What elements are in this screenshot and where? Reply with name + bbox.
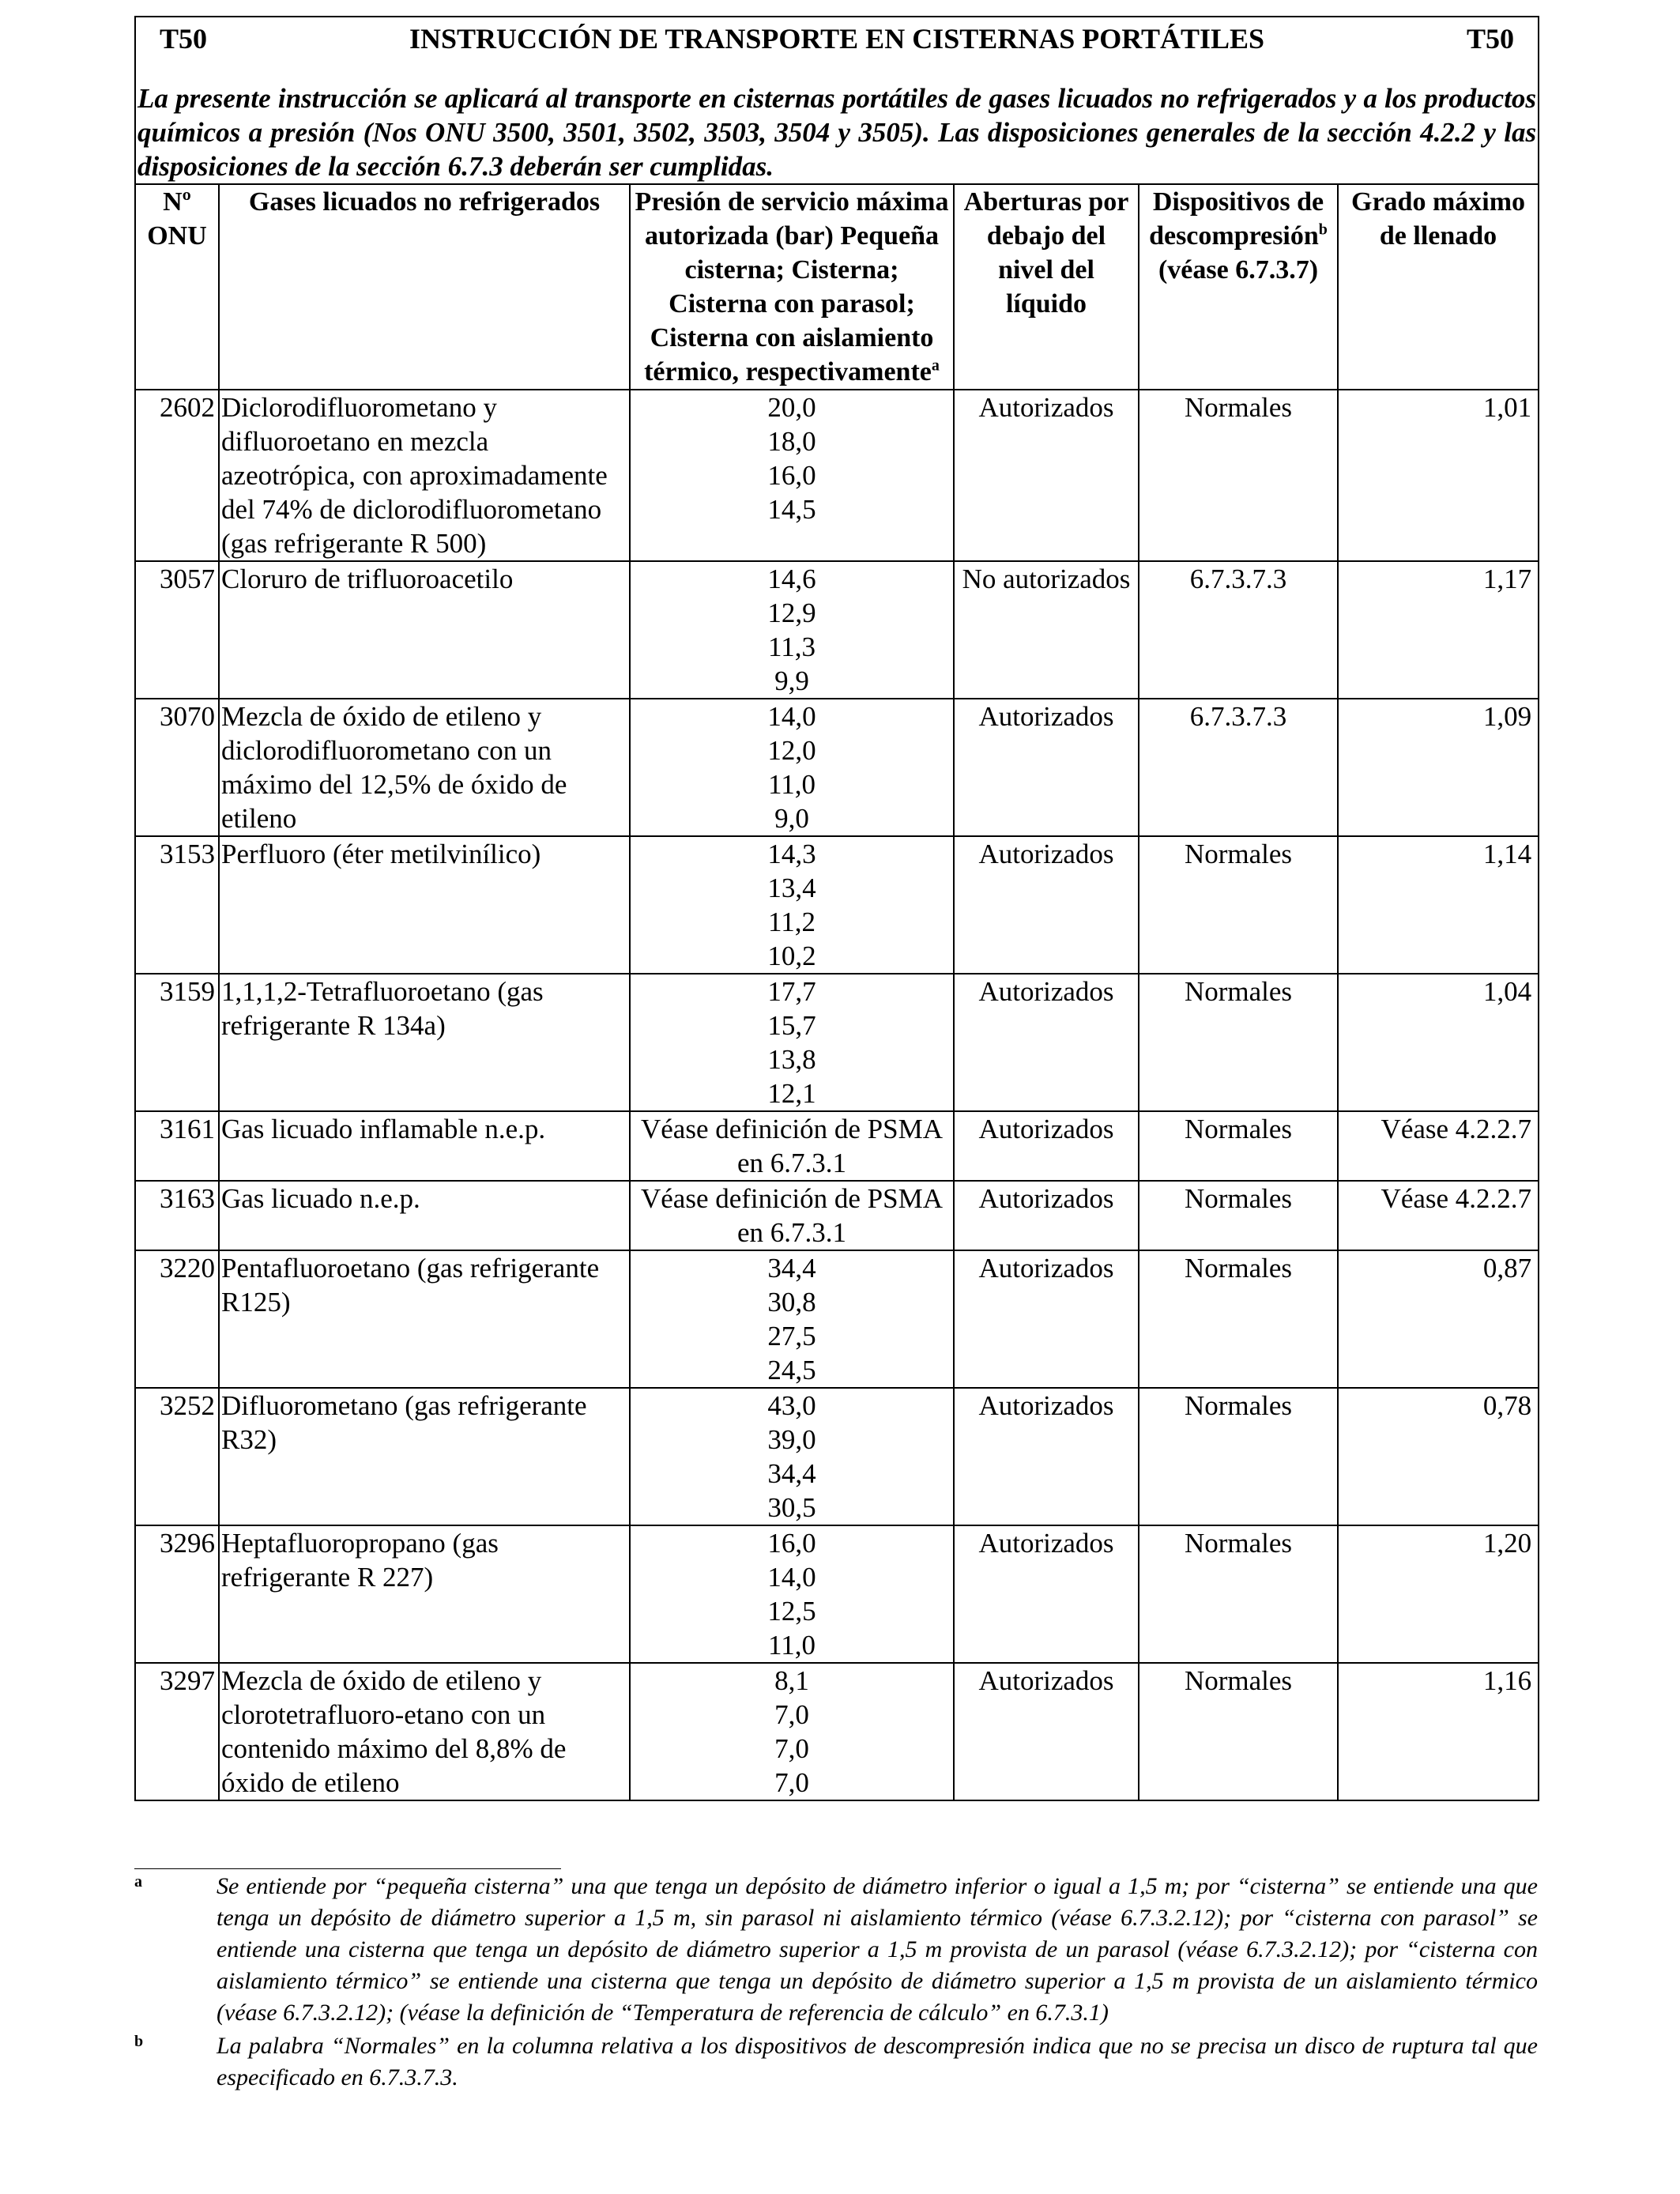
un-number: 3163 (135, 1181, 219, 1250)
pressure-value: 11,0 (768, 1630, 816, 1661)
fill-degree: Véase 4.2.2.7 (1338, 1111, 1539, 1181)
pressure-value: Véase definición de PSMA en 6.7.3.1 (640, 1183, 943, 1248)
footnote-ref-b: b (1318, 221, 1328, 239)
title-row (135, 17, 1539, 56)
gas-name: Diclorodifluorometano y difluoroetano en mezcla azeotrópica, con aproximadamente del 74% de diclorodifluorometano (gas refrigerante R 500) (219, 390, 630, 561)
pressure-values (630, 1250, 954, 1388)
footnote-mark: b (134, 2033, 144, 2050)
table-row (135, 561, 1539, 699)
pressure-value: 8,1 (774, 1665, 809, 1696)
table-row (135, 1525, 1539, 1663)
table-row (135, 1250, 1539, 1388)
pressure-value: 18,0 (767, 426, 816, 457)
pressure-value: 7,0 (774, 1699, 809, 1730)
relief-value: Normales (1139, 1388, 1338, 1525)
gas-name: Gas licuado n.e.p. (219, 1181, 630, 1250)
pressure-value: 20,0 (767, 392, 816, 423)
pressure-value: 14,6 (767, 564, 816, 594)
pressure-value: 7,0 (774, 1767, 809, 1798)
un-number: 3161 (135, 1111, 219, 1181)
footnote-a (134, 1871, 1538, 2029)
fill-degree: Véase 4.2.2.7 (1338, 1181, 1539, 1250)
pressure-value: 12,5 (767, 1596, 816, 1627)
pressure-value: Véase definición de PSMA en 6.7.3.1 (640, 1114, 943, 1178)
fill-degree: 0,78 (1338, 1388, 1539, 1525)
instruction-code-left: T50 (160, 23, 208, 55)
pressure-value: 13,8 (767, 1044, 816, 1075)
un-number: 2602 (135, 390, 219, 561)
pressure-value: 10,2 (767, 941, 816, 971)
gas-name: 1,1,1,2-Tetrafluoroetano (gas refrigerante R 134a) (219, 974, 630, 1111)
relief-value: Normales (1139, 390, 1338, 561)
intro-text: La presente instrucción se aplicará al transporte en cisternas portátiles de gases licuados no refrigerados y a los productos químicos a presión (Nos ONU 3500, 3501, 3502, 3503, 3504 y 3505). Las disposiciones generales de la sección 4.2.2 y las disposiciones de la sección 6.7.3 deberán ser cumplidas. (135, 56, 1539, 184)
pressure-value: 12,1 (767, 1078, 816, 1109)
openings-value: Autorizados (954, 699, 1139, 836)
footnote-mark: a (134, 1873, 142, 1891)
pressure-value: 12,0 (767, 735, 816, 766)
openings-value: Autorizados (954, 1111, 1139, 1181)
fill-degree: 1,14 (1338, 836, 1539, 974)
pressure-value: 27,5 (767, 1321, 816, 1351)
pressure-value: 14,0 (767, 701, 816, 732)
col-header-fill: Grado máximo de llenado (1338, 184, 1539, 390)
un-number: 3220 (135, 1250, 219, 1388)
col-header-openings: Aberturas por debajo del nivel del líquido (954, 184, 1139, 390)
relief-value: 6.7.3.7.3 (1139, 699, 1338, 836)
gas-name: Mezcla de óxido de etileno y clorotetrafluoro-etano con un contenido máximo del 8,8% de óxido de etileno (219, 1663, 630, 1800)
title-cell (135, 17, 1539, 56)
openings-value: No autorizados (954, 561, 1139, 699)
pressure-value: 34,4 (767, 1253, 816, 1284)
gas-name: Cloruro de trifluoroacetilo (219, 561, 630, 699)
fill-degree: 1,17 (1338, 561, 1539, 699)
relief-value: Normales (1139, 1111, 1338, 1181)
gas-name: Gas licuado inflamable n.e.p. (219, 1111, 630, 1181)
gas-name: Heptafluoropropano (gas refrigerante R 227) (219, 1525, 630, 1663)
gas-name: Perfluoro (éter metilvinílico) (219, 836, 630, 974)
openings-value: Autorizados (954, 1663, 1139, 1800)
pressure-value: 17,7 (767, 976, 816, 1007)
un-number: 3297 (135, 1663, 219, 1800)
col-header-relief: Dispositivos de descompresión$^b$ (véase 6.7.3.7) (1139, 184, 1338, 390)
openings-value: Autorizados (954, 390, 1139, 561)
pressure-value: 12,9 (767, 598, 816, 628)
table-row (135, 390, 1539, 561)
pressure-value: 16,0 (767, 460, 816, 491)
pressure-value: 9,9 (774, 665, 809, 696)
footnote-ref-a: a (931, 356, 940, 375)
un-number: 3159 (135, 974, 219, 1111)
pressure-value: 34,4 (767, 1458, 816, 1489)
relief-value: Normales (1139, 1663, 1338, 1800)
pressure-value: 15,7 (767, 1010, 816, 1041)
relief-value: 6.7.3.7.3 (1139, 561, 1338, 699)
pressure-values (630, 1111, 954, 1181)
relief-value: Normales (1139, 836, 1338, 974)
pressure-values (630, 1181, 954, 1250)
gas-name: Mezcla de óxido de etileno y diclorodifluorometano con un máximo del 12,5% de óxido de etileno (219, 699, 630, 836)
footnote-text: La palabra “Normales” en la columna relativa a los dispositivos de descompresión indica que no se precisa un disco de ruptura tal que especificado en 6.7.3.7.3. (217, 2033, 1538, 2090)
pressure-value: 43,0 (767, 1390, 816, 1421)
pressure-values (630, 974, 954, 1111)
pressure-values (630, 836, 954, 974)
fill-degree: 1,04 (1338, 974, 1539, 1111)
instruction-table (134, 16, 1539, 1801)
instruction-code-right: T50 (1467, 23, 1515, 55)
openings-value: Autorizados (954, 836, 1139, 974)
pressure-value: 14,0 (767, 1562, 816, 1593)
pressure-values (630, 561, 954, 699)
col-header-pressure: Presión de servicio máxima autorizada (bar) Pequeña cisterna; Cisterna; Cisterna con parasol; Cisterna con aislamiento térmico, respectivamente$^a$ (630, 184, 954, 390)
footnote-text: Se entiende por “pequeña cisterna” una que tenga un depósito de diámetro inferior o igual a 1,5 m; por “cisterna” se entiende una que tenga un depósito de diámetro superior a 1,5 m, sin parasol ni aislamiento térmico (véase 6.7.3.2.12); por “cisterna con parasol” se entiende una cisterna que tenga un depósito de diámetro superior a 1,5 m provista de un parasol (véase 6.7.3.2.12); por “cisterna con aislamiento térmico” se entiende una cisterna que tenga un depósito de diámetro superior a 1,5 m provista de un aislamiento térmico (véase 6.7.3.2.12); (véase la definición de “Temperatura de referencia de cálculo” en 6.7.3.1) (217, 1873, 1538, 2026)
openings-value: Autorizados (954, 974, 1139, 1111)
fill-degree: 1,01 (1338, 390, 1539, 561)
col-header-un: Nº ONU (135, 184, 219, 390)
footnotes (134, 1868, 1538, 2095)
pressure-value: 24,5 (767, 1355, 816, 1385)
openings-value: Autorizados (954, 1388, 1139, 1525)
un-number: 3153 (135, 836, 219, 974)
pressure-values (630, 390, 954, 561)
un-number: 3070 (135, 699, 219, 836)
pressure-values (630, 1663, 954, 1800)
pressure-value: 39,0 (767, 1424, 816, 1455)
un-number: 3252 (135, 1388, 219, 1525)
un-number: 3057 (135, 561, 219, 699)
pressure-value: 9,0 (774, 803, 809, 834)
pressure-value: 30,8 (767, 1287, 816, 1318)
pressure-values (630, 1525, 954, 1663)
pressure-values (630, 699, 954, 836)
pressure-value: 11,2 (768, 907, 816, 937)
table-row (135, 1388, 1539, 1525)
instruction-title: INSTRUCCIÓN DE TRANSPORTE EN CISTERNAS PORTÁTILES (409, 23, 1265, 55)
footnote-divider (134, 1868, 561, 1869)
pressure-value: 11,0 (768, 769, 816, 800)
intro-row (135, 56, 1539, 184)
footnote-b (134, 2030, 1538, 2094)
gas-name: Pentafluoroetano (gas refrigerante R125) (219, 1250, 630, 1388)
pressure-value: 11,3 (768, 631, 816, 662)
openings-value: Autorizados (954, 1250, 1139, 1388)
pressure-value: 14,5 (767, 494, 816, 525)
pressure-value: 16,0 (767, 1528, 816, 1559)
relief-value: Normales (1139, 1525, 1338, 1663)
openings-value: Autorizados (954, 1181, 1139, 1250)
pressure-value: 13,4 (767, 873, 816, 903)
relief-value: Normales (1139, 1181, 1338, 1250)
pressure-value: 30,5 (767, 1492, 816, 1523)
fill-degree: 1,16 (1338, 1663, 1539, 1800)
relief-value: Normales (1139, 974, 1338, 1111)
table-row (135, 1111, 1539, 1181)
fill-degree: 0,87 (1338, 1250, 1539, 1388)
relief-value: Normales (1139, 1250, 1338, 1388)
fill-degree: 1,20 (1338, 1525, 1539, 1663)
table-row (135, 1663, 1539, 1800)
pressure-values (630, 1388, 954, 1525)
table-row (135, 836, 1539, 974)
pressure-value: 7,0 (774, 1733, 809, 1764)
un-number: 3296 (135, 1525, 219, 1663)
table-row (135, 699, 1539, 836)
gas-name: Difluorometano (gas refrigerante R32) (219, 1388, 630, 1525)
column-header-row (135, 184, 1539, 390)
col-header-gases: Gases licuados no refrigerados (219, 184, 630, 390)
table-row (135, 974, 1539, 1111)
openings-value: Autorizados (954, 1525, 1139, 1663)
fill-degree: 1,09 (1338, 699, 1539, 836)
table-row (135, 1181, 1539, 1250)
pressure-value: 14,3 (767, 839, 816, 869)
